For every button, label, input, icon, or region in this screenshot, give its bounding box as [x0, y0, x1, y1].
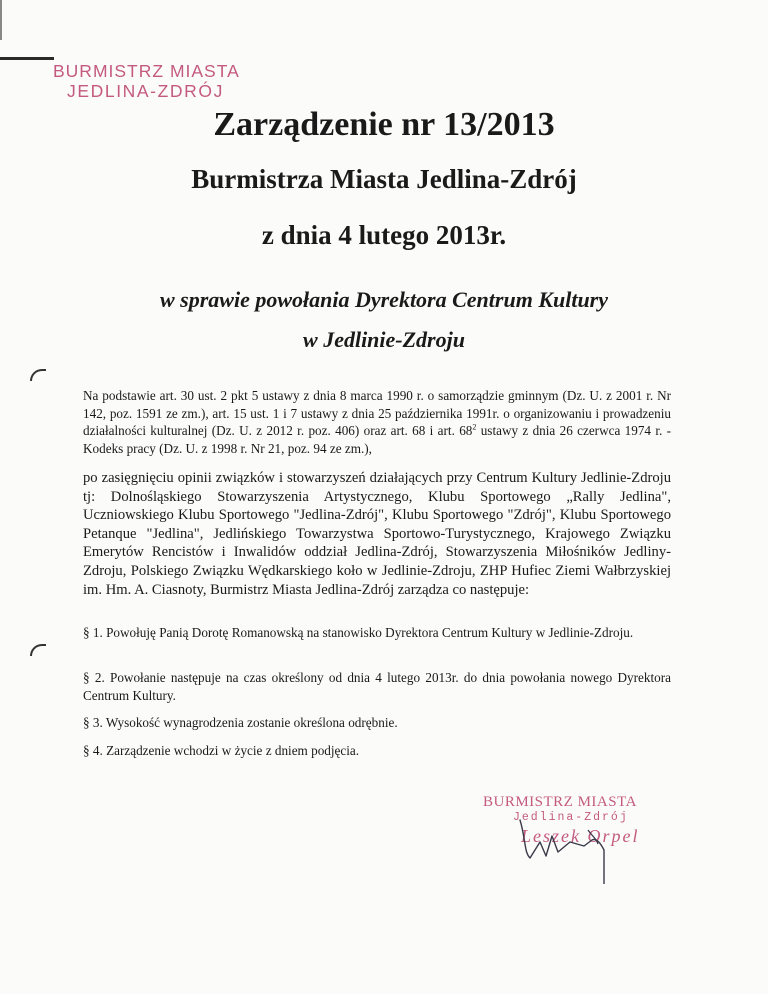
office-stamp-top: [53, 61, 240, 101]
section-3: § 3. Wysokość wynagrodzenia zostanie określona odrębnie.: [83, 715, 398, 730]
consultation-paragraph: po zasięgnięciu opinii związków i stowarzyszeń działających przy Centrum Kultury Jedlinie-Zdroju tj: Dolnośląskiego Stowarzyszenia Artystycznego, Klubu Sportowego „Rally Jedlina", Uczniowskiego Klubu Sportowego "Jedlina-Zdrój", Klubu Sportowego "Zdrój", Klubu Sportowego Petanque "Jedlina", Jedlińskiego Towarzystwa Sportowo-Turystycznego, Krajowego Związku Emerytów Rencistów i Inwalidów oddział Jedlina-Zdrój, Stowarzyszenia Miłośników Jedliny-Zdroju, Polskiego Związku Wędkarskiego koło w Jedlinie-Zdroju, ZHP Hufiec Ziemi Wałbrzyskiej im. Hm. A. Ciasnoty, Burmistrz Miasta Jedlina-Zdrój zarządza co następuje:: [83, 470, 671, 598]
handwritten-signature: [480, 812, 620, 884]
section-1: § 1. Powołuję Panią Dorotę Romanowską na stanowisko Dyrektora Centrum Kultury w Jedlinie-Zdroju.: [83, 625, 634, 640]
document-issuer: Burmistrza Miasta Jedlina-Zdrój: [191, 164, 577, 194]
margin-tick-mark: [30, 369, 46, 381]
section-4: § 4. Zarządzenie wchodzi w życie z dniem podjęcia.: [83, 743, 360, 758]
signature-stamp-line1: BURMISTRZ MIASTA: [483, 794, 637, 810]
margin-tick-mark: [30, 644, 46, 656]
section-2: § 2. Powołanie następuje na czas określony od dnia 4 lutego 2013r. do dnia powołania nowego Dyrektora Centrum Kultury.: [83, 670, 671, 703]
legal-basis-paragraph: [83, 387, 671, 457]
punch-line-mark: [0, 57, 54, 60]
document-title: Zarządzenie nr 13/2013: [213, 106, 555, 143]
subject-line-2: w Jedlinie-Zdroju: [303, 327, 465, 352]
signature-stamp-name: Leszek Orpel: [521, 826, 640, 846]
legal-basis-text-end: ustawy z dnia 26 czerwca 1974 r. - Kodeks pracy (Dz. U. z 1998 r. Nr 21, poz. 94 ze zm.),: [83, 423, 672, 456]
document-date: z dnia 4 lutego 2013r.: [261, 220, 507, 250]
scan-edge-mark: [0, 0, 2, 40]
subject-line-1: w sprawie powołania Dyrektora Centrum Kultury: [159, 287, 609, 312]
legal-basis-text: Na podstawie art. 30 ust. 2 pkt 5 ustawy z dnia 8 marca 1990 r. o samorządzie gminnym (Dz. U. z 2001 r. Nr 142, poz. 1591 ze zm.), art. 15 ust. 1 i 7 ustawy z dnia 25 października 1991r. o organizowaniu i prowadzeniu działalności kulturalnej (Dz. U. z 2012 r. poz. 406) oraz art. 68 i art. 68: [83, 388, 671, 439]
stamp-top-line1: BURMISTRZ MIASTA: [53, 61, 240, 81]
stamp-top-line2: JEDLINA-ZDRÓJ: [67, 81, 224, 101]
legal-basis-superscript: 2: [472, 422, 477, 432]
signature-stamp-line2: Jedlina-Zdrój: [513, 811, 629, 824]
